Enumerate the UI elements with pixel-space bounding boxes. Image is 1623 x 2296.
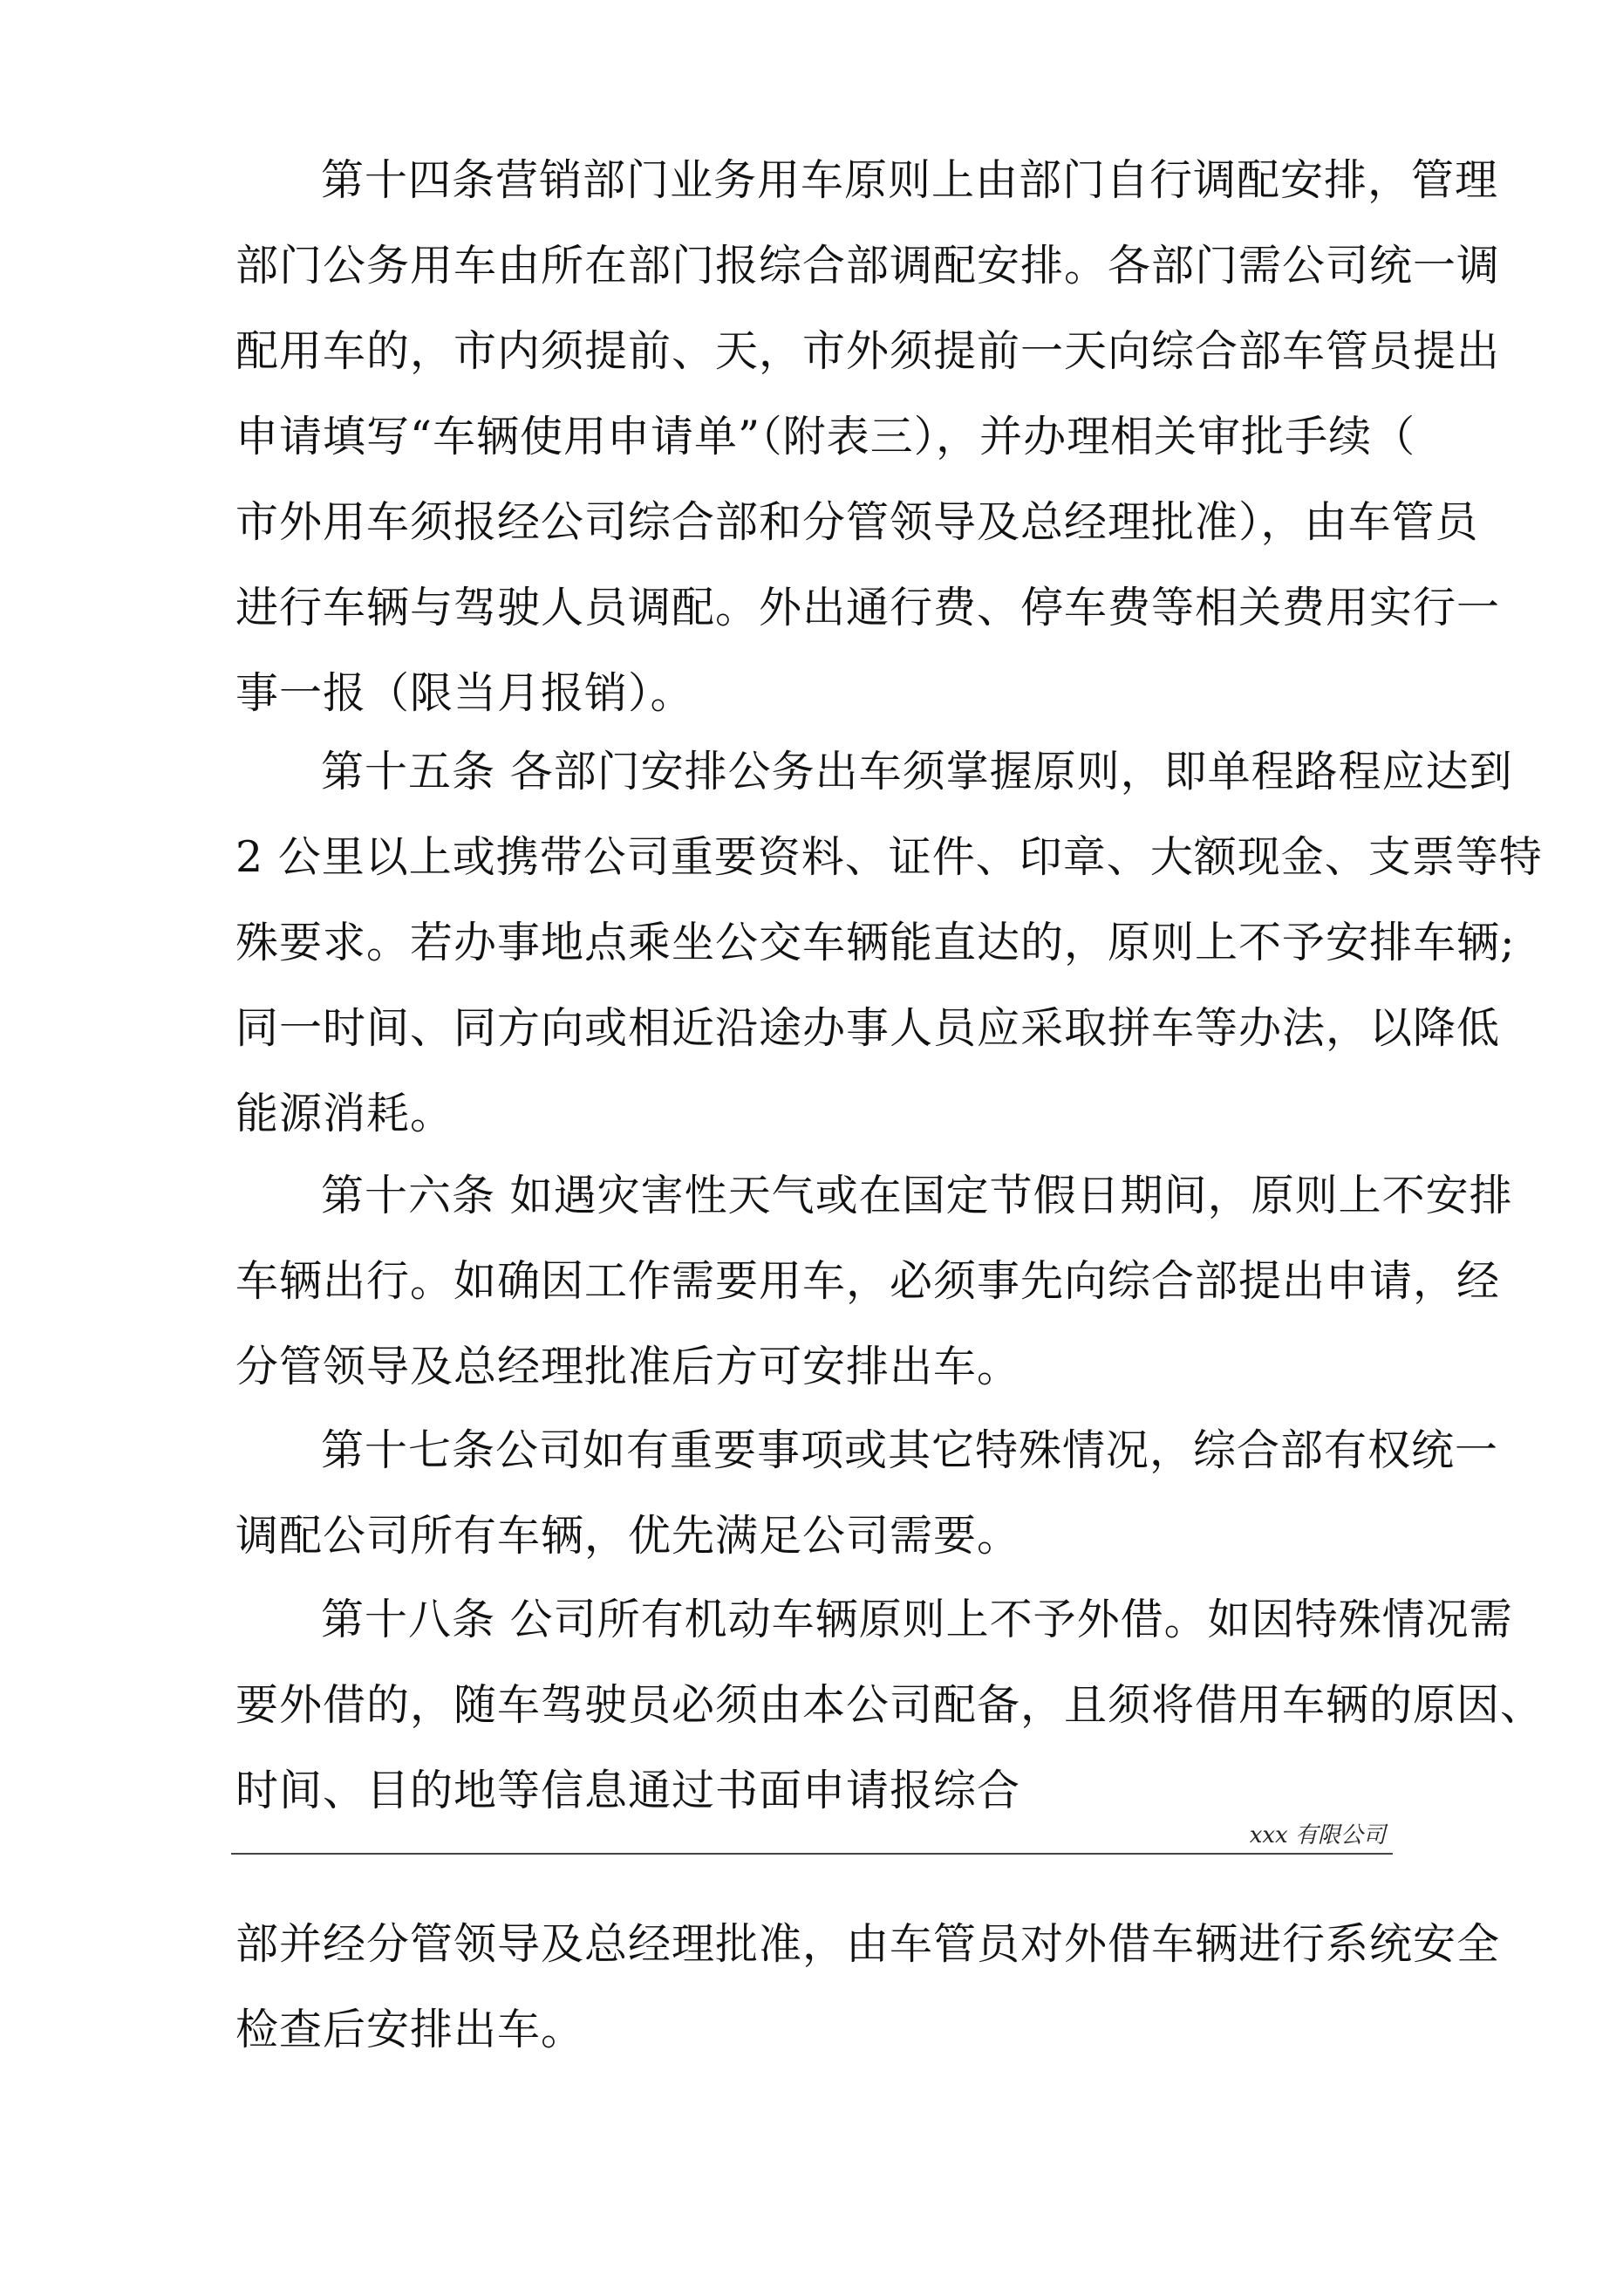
article-18-paragraph (235, 1577, 1545, 1834)
text-line: 部门公务用车由所在部门报综合部调配安排。各部门需公司统一调 (235, 241, 1501, 290)
text-line: 调配公司所有车辆，优先满足公司需要。 (235, 1511, 1021, 1561)
article-14-paragraph (235, 138, 1501, 736)
text-line: 第十六条 如遇灾害性天气或在国定节假日期间，原则上不安排 (321, 1171, 1513, 1220)
text-line: 同一时间、同方向或相近沿途办事人员应采取拼车等办法，以降低 (235, 1003, 1501, 1053)
text-line: 市外用车须报经公司综合部和分管领导及总经理批准），由车管员 (235, 497, 1479, 547)
text-line: 进行车辆与驾驶人员调配。外出通行费、停车费等相关费用实行一 (235, 583, 1501, 632)
text-line: 殊要求。若办事地点乘坐公交车辆能直达的，原则上不予安排车辆; (235, 918, 1516, 967)
text-line: 事一报（限当月报销）。 (235, 668, 694, 718)
text-line: 配用车的，市内须提前、天，市外须提前一天向综合部车管员提出 (235, 326, 1501, 376)
text-line: 第十八条 公司所有机动车辆原则上不予外借。如因特殊情况需 (321, 1595, 1513, 1644)
footer-company-name: xxx 有限公司 (1249, 1822, 1386, 1848)
footer-divider (231, 1853, 1393, 1855)
text-line: 检查后安排出车。 (235, 2005, 585, 2054)
text-line: 2 公里以上或携带公司重要资料、证件、印章、大额现金、支票等特 (235, 832, 1543, 882)
text-line: 部并经分管领导及总经理批准，由车管员对外借车辆进行系统安全 (235, 1919, 1501, 1969)
text-line: 第十五条 各部门安排公务出车须掌握原则，即单程路程应达到 (321, 747, 1513, 796)
article-17-paragraph (235, 1408, 1499, 1579)
text-line: 时间、目的地等信息通过书面申请报综合 (235, 1766, 1021, 1815)
text-line: 第十七条公司如有重要事项或其它特殊情况，综合部有权统一 (321, 1425, 1499, 1475)
text-line: 申请填写“车辆使用申请单”（附表三），并办理相关审批手续（ (235, 412, 1416, 461)
text-line: 分管领导及总经理批准后方可安排出车。 (235, 1342, 1021, 1391)
article-15-paragraph (235, 729, 1543, 1157)
text-line: 要外借的，随车驾驶员必须由本公司配备，且须将借用车辆的原因、 (235, 1680, 1545, 1730)
text-line: 能源消耗。 (235, 1089, 454, 1138)
article-16-paragraph (235, 1153, 1513, 1410)
article-18-continuation (235, 1902, 1501, 2073)
text-line: 第十四条营销部门业务用车原则上由部门自行调配安排，管理 (321, 155, 1499, 205)
text-line: 车辆出行。如确因工作需要用车，必须事先向综合部提出申请，经 (235, 1256, 1501, 1306)
